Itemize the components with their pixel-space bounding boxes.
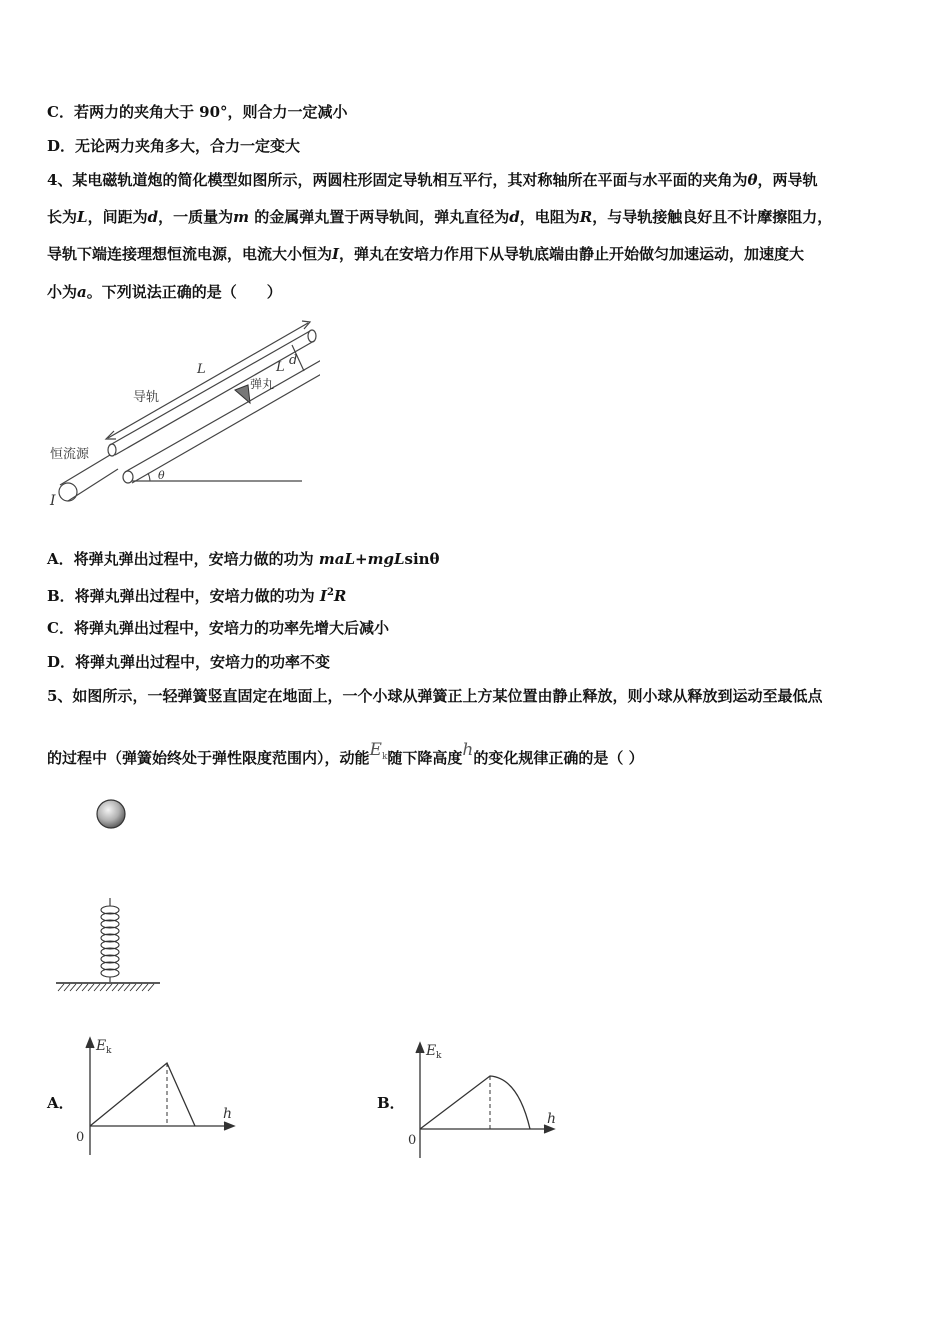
graph-a-x-axis-label: h (223, 1106, 233, 1122)
q4-text: 长为 (47, 208, 78, 226)
label-L: L (276, 360, 285, 375)
q5-symbol-h: h (462, 740, 474, 760)
q4-stem-line-4 (47, 282, 282, 302)
q4-text: ，电阻为 (519, 208, 580, 226)
q4-text: ，间距为 (87, 208, 148, 226)
q4-text: 小为 (47, 283, 78, 301)
graph-b (400, 1035, 580, 1165)
q4-option-a-formula-tail: sinθ (404, 550, 440, 568)
q4-text: ，与导轨接触良好且不计摩擦阻力， (592, 208, 833, 226)
q4-text: 4、某电磁轨道炮的简化模型如图所示，两圆柱形固定导轨相互平行，其对称轴所在平面与水平面的夹角为 (47, 171, 748, 189)
label-current-I: I (50, 493, 56, 509)
q5-text: 的过程中（弹簧始终处于弹性限度范围内），动能 (47, 749, 370, 767)
q4-symbol-I: I (332, 245, 340, 263)
ground-hatching (58, 984, 154, 991)
q5-symbol-E: E (369, 740, 382, 760)
q4-symbol-R: R (579, 208, 593, 226)
q4-option-c: C．将弹丸弹出过程中，安培力的功率先增大后减小 (47, 619, 389, 637)
q4-stem-line-3 (47, 244, 804, 264)
q4-option-b-R: R (333, 587, 347, 605)
graph-b-y-axis-sub: k (436, 1051, 442, 1061)
q4-option-d: D．将弹丸弹出过程中，安培力的功率不变 (47, 653, 331, 671)
q4-option-a-text: A．将弹丸弹出过程中，安培力做的功为 (47, 550, 319, 568)
q3-option-d: D．无论两力夹角多大，合力一定变大 (47, 137, 301, 155)
graph-a-y-axis-sub: k (106, 1046, 112, 1056)
q4-text: ，两导轨 (757, 171, 818, 189)
label-rail: 导轨 (133, 390, 160, 405)
graph-b-label: B． (377, 1094, 405, 1112)
q4-text: 。下列说法正确的是（ ） (86, 283, 282, 301)
q4-option-b (47, 583, 346, 606)
q4-option-b-exponent: 2 (326, 587, 334, 598)
ball-spring-figure (50, 790, 170, 1000)
q4-option-a (47, 549, 440, 569)
q5-text: 随下降高度 (387, 749, 463, 767)
railgun-figure (40, 315, 320, 515)
q4-symbol-d: d (147, 208, 159, 226)
graph-a-origin: 0 (76, 1130, 85, 1145)
q4-symbol-d: d (509, 208, 520, 226)
q4-symbol-a: a (77, 283, 87, 301)
q4-stem-line-1 (47, 170, 817, 190)
q4-text: 导轨下端连接理想恒流电源，电流大小恒为 (47, 245, 333, 263)
ball (97, 800, 125, 828)
q4-option-a-formula: maL+mgL (318, 550, 405, 568)
q3-option-c: C．若两力的夹角大于 90°，则合力一定减小 (47, 103, 348, 121)
q4-option-b-text: B．将弹丸弹出过程中，安培力做的功为 (47, 587, 320, 605)
spring (101, 898, 119, 982)
label-current-source: 恒流源 (50, 447, 90, 462)
label-projectile: 弹丸 (250, 377, 275, 391)
graph-b-y-axis-label: E (426, 1043, 437, 1059)
q5-stem-line-2 (47, 740, 644, 775)
q4-option-b-I: I (319, 587, 327, 605)
graph-a-label: A． (47, 1094, 74, 1112)
q4-text: ，弹丸在安培力作用下从导轨底端由静止开始做匀加速运动，加速度大 (339, 245, 805, 263)
label-theta: θ (158, 469, 165, 482)
q4-text: ，一质量为 (158, 208, 234, 226)
label-d: d (289, 353, 298, 368)
q5-stem-line-1: 5、如图所示，一轻弹簧竖直固定在地面上，一个小球从弹簧正上方某位置由静止释放，则小球从释放到运动至最低点 (47, 687, 823, 705)
q5-symbol-k: k (381, 752, 388, 762)
q4-text: 的金属弹丸置于两导轨间，弹丸直径为 (248, 208, 510, 226)
q4-stem-line-2 (47, 207, 832, 227)
q4-symbol-m: m (233, 208, 249, 226)
q4-symbol-L: L (77, 208, 88, 226)
graph-a-y-axis-label: E (96, 1038, 107, 1054)
graph-b-origin: 0 (408, 1133, 417, 1148)
graph-a (70, 1030, 250, 1160)
q4-theta: θ (747, 171, 758, 189)
label-L: L (197, 362, 206, 377)
q5-text: 的变化规律正确的是（ ） (473, 749, 644, 767)
projectile-shape (235, 385, 250, 403)
graph-b-x-axis-label: h (547, 1111, 557, 1127)
